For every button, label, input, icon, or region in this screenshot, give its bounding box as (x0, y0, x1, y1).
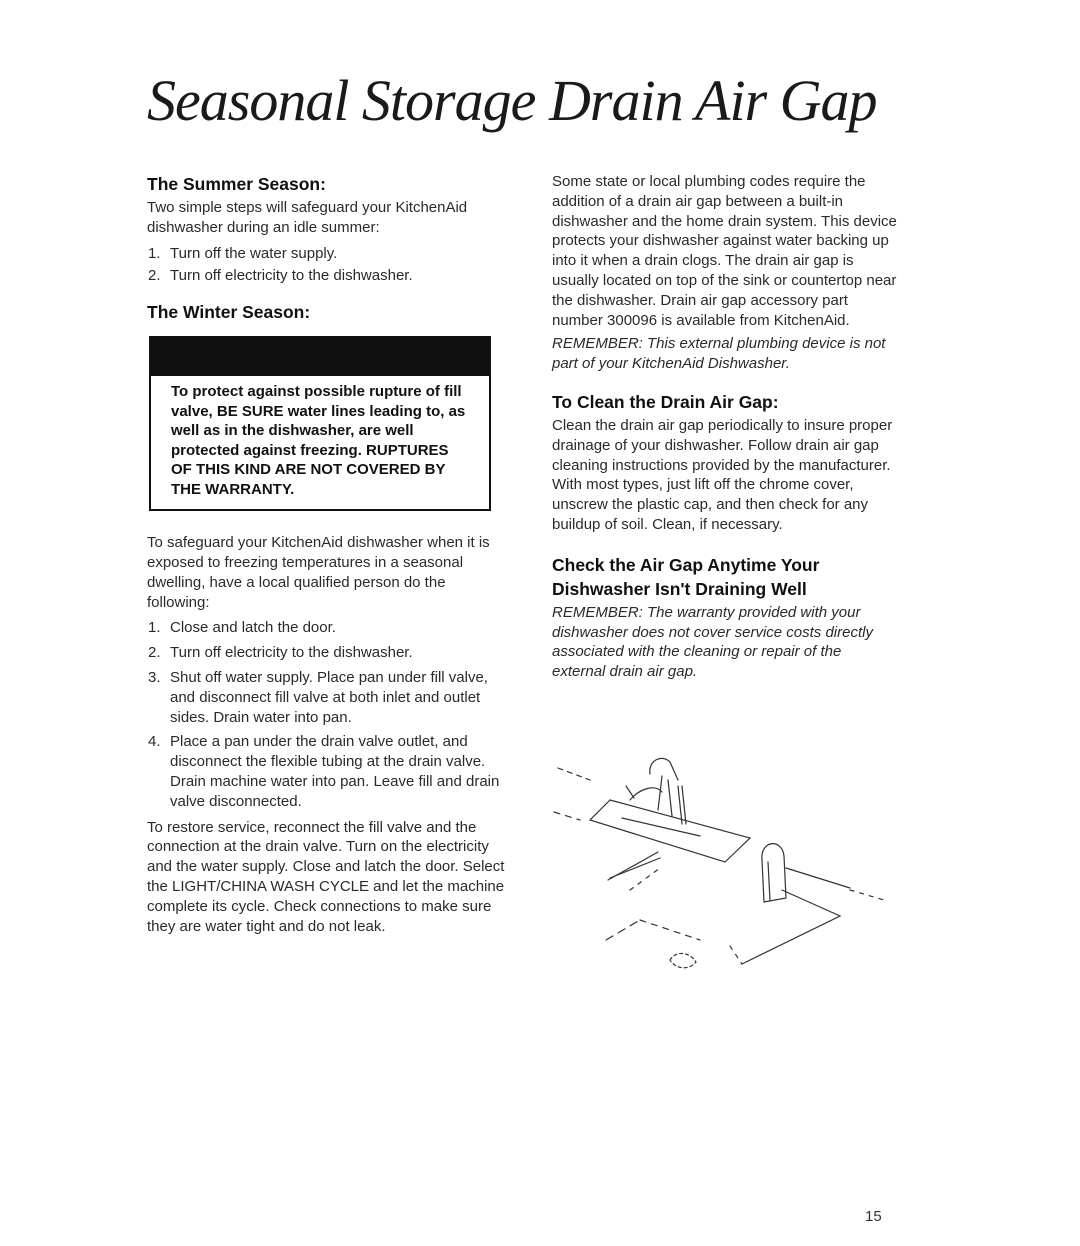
summer-intro: Two simple steps will safeguard your KitchenAid dishwasher during an idle summer: (147, 199, 468, 236)
summer-steps (147, 244, 507, 287)
list-item: 3. Shut off water supply. Place pan under fill valve, and disconnect fill valve at both inlet and outlet sides. Drain water into pan. (148, 668, 488, 726)
page-number: 15 (865, 1208, 882, 1225)
clean-air-gap-text: Clean the drain air gap periodically to insure proper drainage of your dishwasher. Follow drain air gap cleaning instructions provided by the manufacturer. With most types, just lift off the chrome cover, unscrew the plastic cap, and then check for any buildup of soil. Clean, if necessary. (552, 416, 893, 533)
list-item: 2. Turn off electricity to the dishwasher. (148, 267, 413, 285)
remember-note-2: REMEMBER: The warranty provided with your dishwasher does not cover service costs directly associated with the cleaning or repair of the external drain air gap. (552, 603, 873, 681)
list-item: 4. Place a pan under the drain valve outlet, and disconnect the flexible tubing at the drain valve. Drain machine water into pan. Leave fill and drain valve disconnected. (148, 733, 500, 810)
sink-air-gap-illustration (550, 740, 890, 980)
list-item: 2. Turn off electricity to the dishwasher. (148, 644, 413, 662)
drain-air-gap-title: Drain Air Gap (549, 68, 877, 133)
list-item: 1. Turn off the water supply. (148, 244, 338, 262)
remember-note-1: REMEMBER: This external plumbing device is not part of your KitchenAid Dishwasher. (552, 335, 886, 373)
warning-box (149, 336, 491, 511)
clean-air-gap-heading: To Clean the Drain Air Gap: (552, 391, 779, 412)
restore-service-text: To restore service, reconnect the fill valve and the connection at the drain valve. Turn on the electricity and the water supply. Close and latch the door. Select the LIGHT/CHINA WASH CYCLE and let the machine complete its cycle. Check connections to make sure they are water tight and do not leak. (147, 818, 505, 935)
summer-season-heading: The Summer Season: (147, 174, 326, 194)
winter-season-heading: The Winter Season: (147, 302, 311, 323)
seasonal-storage-title: Seasonal Storage (147, 68, 536, 133)
air-gap-intro: Some state or local plumbing codes require the addition of a drain air gap between a built-in dishwasher and the home drain system. This device protects your dishwasher against water backing up into it when a drain clogs. The drain air gap is usually located on top of the sink or countertop near the dishwasher. Drain air gap accessory part number 300096 is available from KitchenAid. (552, 173, 897, 329)
winter-intro: To safeguard your KitchenAid dishwasher when it is exposed to freezing temperatures in a seasonal dwelling, have a local qualified person do the following: (147, 534, 490, 611)
warning-header-bar (151, 336, 489, 376)
warning-text: To protect against possible rupture of fill valve, BE SURE water lines leading to, as well as in the dishwasher, are well protected against freezing. RUPTURES OF THIS KIND ARE NOT COVERED BY THE WARRANTY. (171, 383, 466, 498)
check-air-gap-heading: Check the Air Gap Anytime Your Dishwasher Isn't Draining Well (552, 554, 820, 599)
drain-air-gap-column (552, 172, 897, 682)
seasonal-storage-column (147, 172, 507, 936)
winter-steps (147, 618, 507, 811)
list-item: 1. Close and latch the door. (148, 619, 336, 637)
